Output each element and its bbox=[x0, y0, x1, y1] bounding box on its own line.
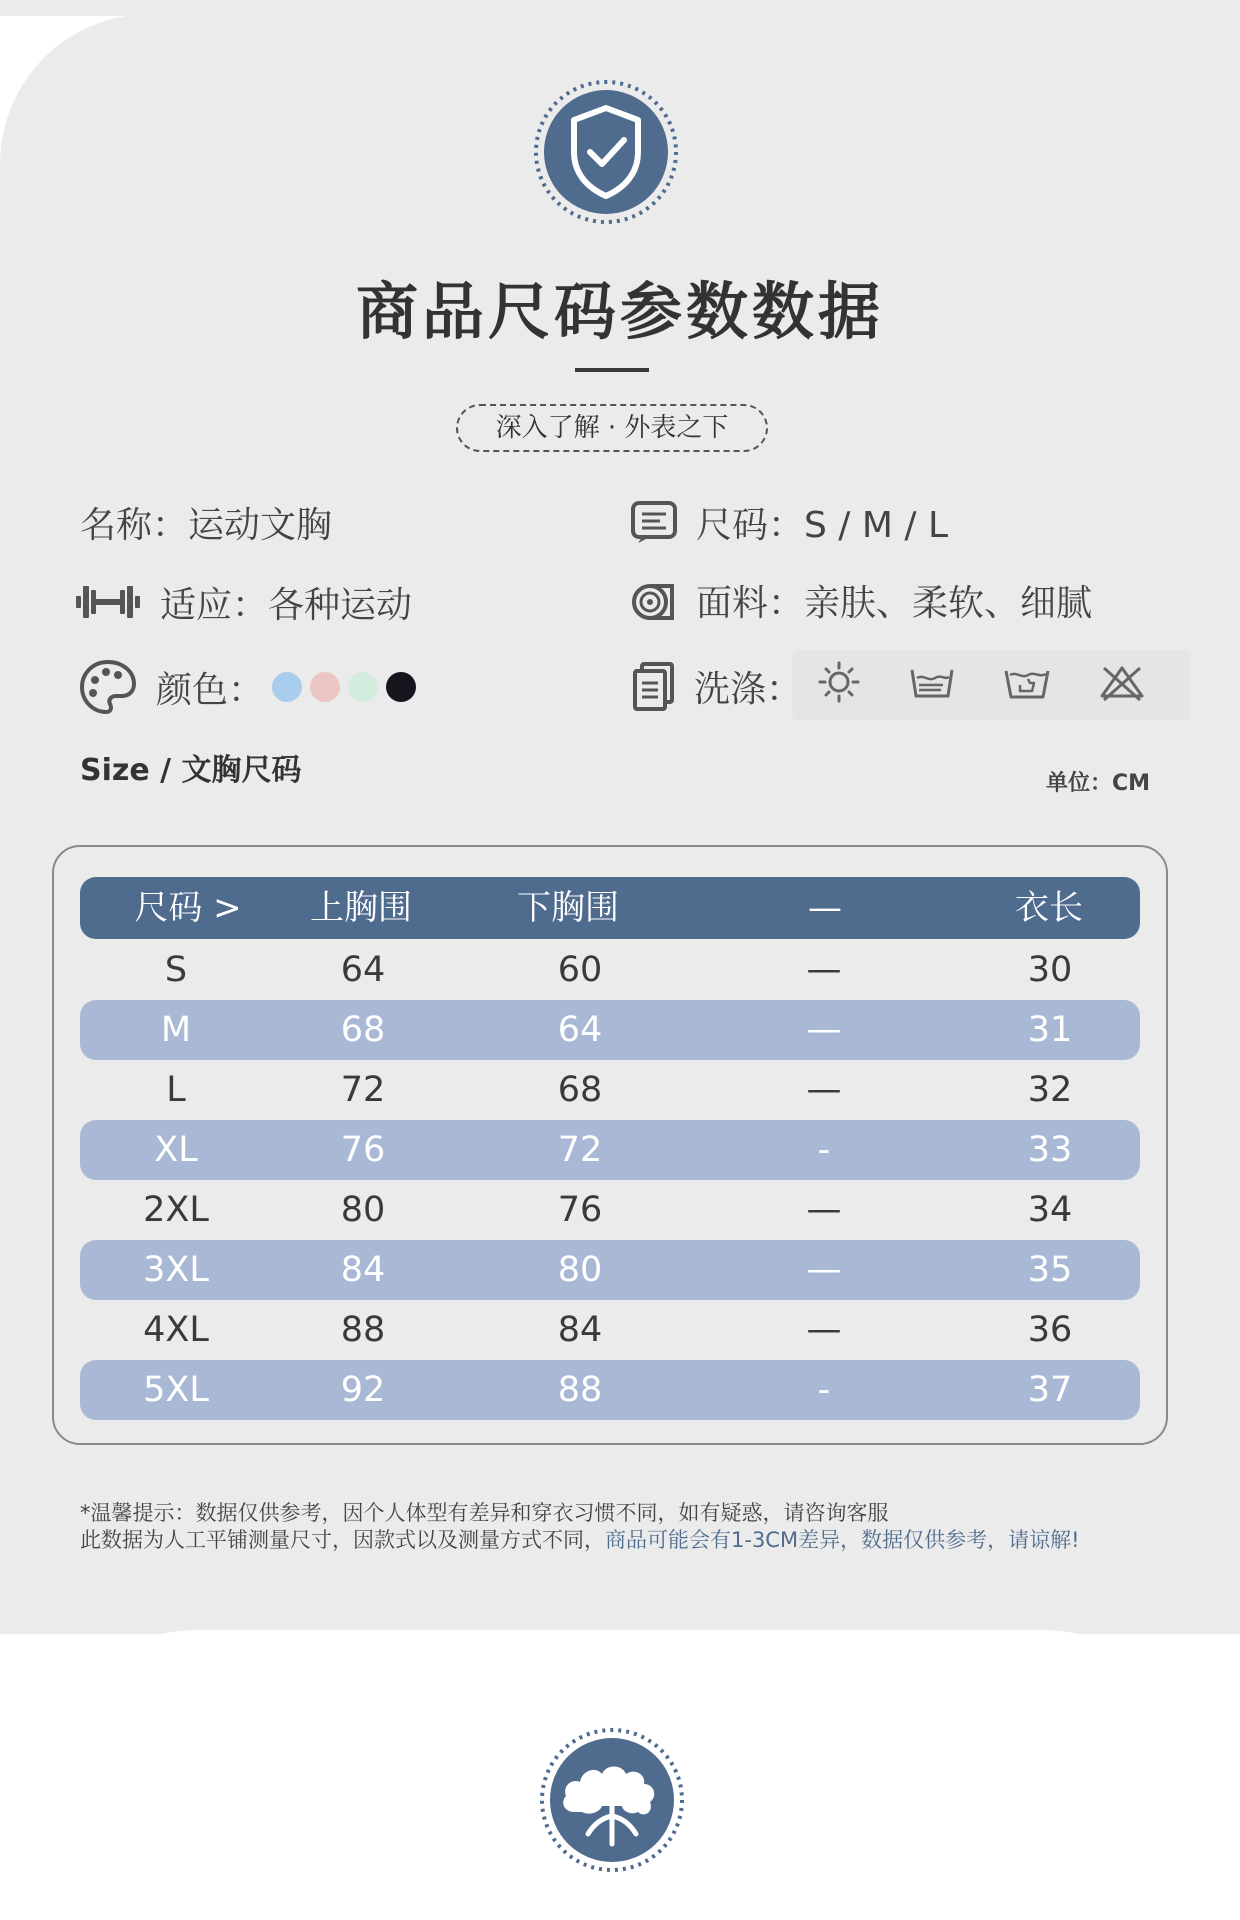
note-line-2-text: 此数据为人工平铺测量尺寸，因款式以及测量方式不同， bbox=[80, 1528, 605, 1552]
cell-blank: — bbox=[806, 1250, 842, 1290]
fabric-roll-icon bbox=[630, 578, 678, 622]
cell-length: 30 bbox=[1027, 950, 1073, 990]
product-size bbox=[630, 496, 948, 548]
table-row bbox=[80, 1000, 1140, 1060]
color-swatch-black[interactable] bbox=[386, 672, 416, 702]
cell-blank: — bbox=[806, 1310, 842, 1350]
header-length: 衣长 bbox=[1015, 888, 1083, 928]
cell-size: 5XL bbox=[143, 1370, 209, 1410]
product-wash bbox=[632, 658, 1146, 714]
cotton-icon bbox=[538, 1726, 686, 1874]
cell-under-bust: 88 bbox=[557, 1370, 603, 1410]
cell-under-bust: 84 bbox=[557, 1310, 603, 1350]
header-size: 尺码 > bbox=[134, 888, 242, 928]
cell-blank: — bbox=[806, 1010, 842, 1050]
cell-upper-bust: 92 bbox=[340, 1370, 386, 1410]
no-dry-clean-icon bbox=[1098, 662, 1146, 711]
cell-under-bust: 80 bbox=[557, 1250, 603, 1290]
product-name-text: 名称：运动文胸 bbox=[80, 504, 333, 546]
cell-blank: — bbox=[806, 1070, 842, 1110]
table-row bbox=[80, 1360, 1140, 1420]
cell-length: 35 bbox=[1027, 1250, 1073, 1290]
product-name bbox=[80, 498, 332, 546]
title-divider bbox=[575, 368, 649, 372]
cell-length: 33 bbox=[1027, 1130, 1073, 1170]
color-swatch-pink[interactable] bbox=[310, 672, 340, 702]
note-line-2 bbox=[80, 1527, 1080, 1554]
note-line-2-accent: 商品可能会有1-3CM差异，数据仅供参考，请谅解! bbox=[605, 1528, 1080, 1552]
cell-length: 31 bbox=[1027, 1010, 1073, 1050]
cell-upper-bust: 84 bbox=[340, 1250, 386, 1290]
table-row bbox=[80, 1060, 1140, 1120]
cell-length: 34 bbox=[1027, 1190, 1073, 1230]
cell-upper-bust: 64 bbox=[340, 950, 386, 990]
cell-length: 37 bbox=[1027, 1370, 1073, 1410]
cell-size: 2XL bbox=[143, 1190, 209, 1230]
note-line-1: *温馨提示：数据仅供参考，因个人体型有差异和穿衣习惯不同，如有疑惑，请咨询客服 bbox=[80, 1501, 889, 1525]
unit-label: 单位：CM bbox=[1046, 771, 1151, 796]
product-fabric bbox=[630, 574, 1092, 626]
cell-under-bust: 60 bbox=[557, 950, 603, 990]
sun-dry-icon bbox=[816, 659, 862, 714]
cell-length: 36 bbox=[1027, 1310, 1073, 1350]
size-table-header bbox=[80, 877, 1140, 939]
wash-label: 洗涤： bbox=[694, 668, 803, 710]
color-swatch-green[interactable] bbox=[348, 672, 378, 702]
cell-under-bust: 72 bbox=[557, 1130, 603, 1170]
cell-upper-bust: 76 bbox=[340, 1130, 386, 1170]
page-title: 商品尺码参数数据 bbox=[355, 275, 884, 348]
shield-check-icon bbox=[532, 78, 680, 226]
product-fabric-text: 面料：亲肤、柔软、细腻 bbox=[696, 582, 1093, 624]
subtitle-badge: 深入了解 · 外表之下 bbox=[456, 404, 768, 452]
color-label: 颜色： bbox=[156, 669, 265, 711]
palette-icon bbox=[78, 658, 138, 716]
size-heading: Size / 文胸尺码 bbox=[80, 753, 302, 788]
dumbbell-icon bbox=[74, 578, 142, 626]
table-row bbox=[80, 1300, 1140, 1360]
cell-blank: - bbox=[817, 1130, 831, 1170]
table-row bbox=[80, 1180, 1140, 1240]
cell-upper-bust: 80 bbox=[340, 1190, 386, 1230]
product-usage-text: 适应：各种运动 bbox=[160, 584, 413, 626]
cell-size: S bbox=[164, 950, 188, 990]
cell-size: XL bbox=[154, 1130, 198, 1170]
hand-wash-icon bbox=[908, 662, 956, 711]
cell-blank: — bbox=[806, 1190, 842, 1230]
cell-size: 3XL bbox=[143, 1250, 209, 1290]
cell-upper-bust: 68 bbox=[340, 1010, 386, 1050]
header-upper-bust: 上胸围 bbox=[310, 888, 412, 928]
product-size-text: 尺码：S / M / L bbox=[696, 504, 949, 546]
table-row bbox=[80, 940, 1140, 1000]
cell-under-bust: 76 bbox=[557, 1190, 603, 1230]
care-label-icon bbox=[632, 661, 676, 711]
cell-upper-bust: 88 bbox=[340, 1310, 386, 1350]
size-notes bbox=[80, 1500, 1080, 1554]
table-row bbox=[80, 1240, 1140, 1300]
cell-size: M bbox=[160, 1010, 192, 1050]
machine-wash-icon bbox=[1002, 661, 1052, 712]
cell-under-bust: 64 bbox=[557, 1010, 603, 1050]
header-under-bust: 下胸围 bbox=[517, 888, 619, 928]
cell-upper-bust: 72 bbox=[340, 1070, 386, 1110]
cell-size: L bbox=[166, 1070, 186, 1110]
table-row bbox=[80, 1120, 1140, 1180]
cell-under-bust: 68 bbox=[557, 1070, 603, 1110]
cell-size: 4XL bbox=[143, 1310, 209, 1350]
product-usage bbox=[74, 576, 412, 628]
header-blank: — bbox=[808, 888, 842, 928]
cell-blank: — bbox=[806, 950, 842, 990]
product-colors bbox=[78, 658, 416, 716]
cell-blank: - bbox=[817, 1370, 831, 1410]
color-swatch-blue[interactable] bbox=[272, 672, 302, 702]
cell-length: 32 bbox=[1027, 1070, 1073, 1110]
size-tag-icon bbox=[630, 500, 678, 544]
